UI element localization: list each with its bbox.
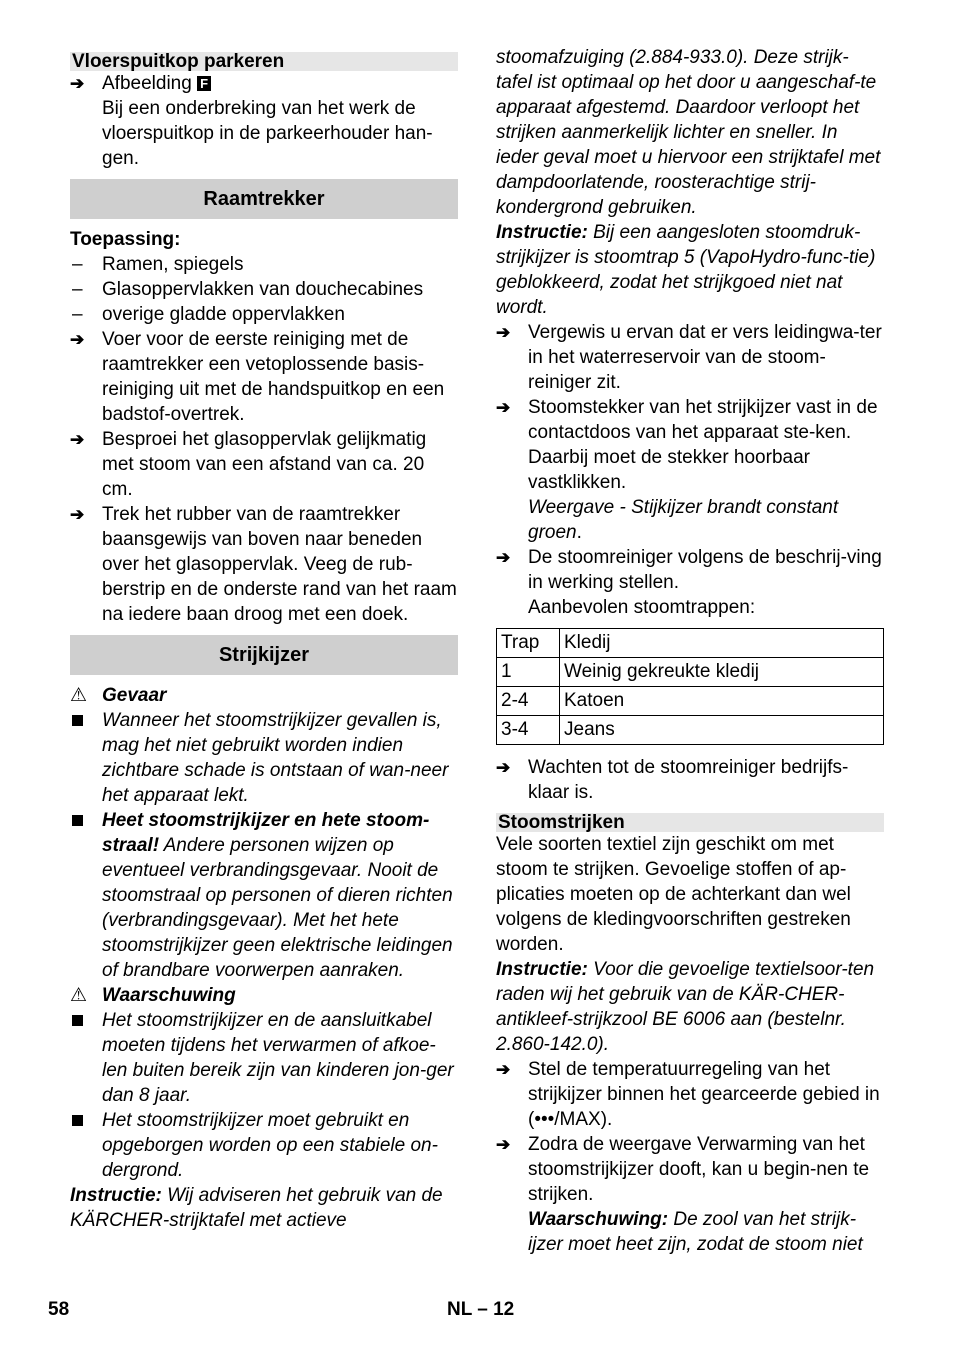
instruction-note: Instructie: Wij adviseren het gebruik van de KÄRCHER-strijktafel met actieve bbox=[70, 1185, 443, 1231]
instruction-step: ➔ Zodra de weergave Verwarming van het stoomstrijkijzer dooft, kan u begin-nen te strijken. bbox=[496, 1134, 870, 1205]
table-row bbox=[497, 687, 884, 716]
danger-item: Wanneer het stoomstrijkijzer gevallen is, mag het niet gebruikt worden indien zichtbare schade is ontstaan of wan-neer het apparaat lekt. bbox=[70, 708, 458, 808]
arrow-right-icon: ➔ bbox=[496, 548, 511, 567]
right-column bbox=[496, 45, 884, 1257]
figure-letter-badge: F bbox=[197, 76, 211, 91]
table-cell: 1 bbox=[497, 658, 560, 687]
dash-bullet: – bbox=[72, 279, 83, 300]
danger-heading: ⚠ Gevaar bbox=[70, 685, 167, 706]
warning-note: Waarschuwing: De zool van het strijk-ijzer moet heet zijn, zodat de stoom niet bbox=[528, 1209, 863, 1255]
danger-item: Heet stoomstrijkijzer en hete stoom-straal! Andere personen wijzen op eventueel verbrandingsgevaar. Nooit de stoomstraal op personen of dieren richten (verbrandingsgevaar). Met het hete stoomstrijkijzer geen elektrische leidingen of brandbare voorwerpen aanraken. bbox=[70, 808, 458, 983]
square-bullet-icon bbox=[70, 808, 100, 833]
warning-triangle-icon: ⚠ bbox=[70, 985, 88, 1006]
arrow-right-icon: ➔ bbox=[496, 758, 511, 777]
arrow-right-icon: ➔ bbox=[496, 1060, 511, 1079]
warning-item: Het stoomstrijkijzer en de aansluitkabel moeten tijdens het verwarmen of afkoe-len buiten bereik zijn van kinderen jon-ger dan 8 jaar. bbox=[70, 1008, 458, 1108]
step-note: Aanbevolen stoomtrappen: bbox=[528, 597, 756, 618]
instruction-step: ➔ Besproei het glasoppervlak gelijkmatig met stoom van een afstand van ca. 20 cm. bbox=[70, 429, 427, 500]
figure-reference: ➔ Afbeelding F bbox=[70, 71, 458, 96]
table-header-cell: Trap bbox=[497, 629, 560, 658]
table-header-row bbox=[497, 629, 884, 658]
step-note: Weergave - Stijkijzer brandt constant groen. bbox=[528, 497, 839, 543]
arrow-right-icon: ➔ bbox=[70, 330, 85, 349]
instruction-note: Instructie: Voor die gevoelige textielsoor-ten raden wij het gebruik van de KÄR-CHER-antikleef-strijkzool BE 6006 aan (bestelnr. 2.860-142.0). bbox=[496, 959, 875, 1055]
table-cell: Katoen bbox=[560, 687, 884, 716]
warning-item: Het stoomstrijkijzer moet gebruikt en opgeborgen worden op een stabiele on-dergrond. bbox=[70, 1108, 458, 1183]
arrow-right-icon: ➔ bbox=[70, 74, 85, 93]
floor-nozzle-text: Bij een onderbreking van het werk de vloerspuitkop in de parkeerhouder han-gen. bbox=[102, 98, 433, 169]
dash-bullet: – bbox=[72, 254, 83, 275]
continued-text: stoomafzuiging (2.884-933.0). Deze strijk-tafel ist optimaal op het door u aangeschaf-te apparaat afgestemd. Daardoor verloopt het strijken aanmerkelijk lichter en sneller. In ieder geval moet u hiervoor een strijktafel met dampdoorlatende, roosterachtige strij-kondergrond gebruiken. bbox=[496, 47, 881, 218]
arrow-right-icon: ➔ bbox=[70, 505, 85, 524]
application-label: Toepassing: bbox=[70, 229, 181, 250]
table-cell: Weinig gekreukte kledij bbox=[560, 658, 884, 687]
instruction-step: ➔ Voer voor de eerste reiniging met de raamtrekker een vetoplossende basis-reiniging uit met de handspuitkop en een badstof-overtrek. bbox=[70, 329, 445, 425]
arrow-right-icon: ➔ bbox=[70, 430, 85, 449]
steam-ironing-text: Vele soorten textiel zijn geschikt om met stoom te strijken. Gevoelige stoffen of ap-plicaties moeten op de achterkant dan wel volgens de kledingvoorschriften gestreken worden. bbox=[496, 834, 851, 955]
arrow-right-icon: ➔ bbox=[496, 1135, 511, 1154]
instruction-step: ➔ Wachten tot de stoomreiniger bedrijfs-klaar is. bbox=[496, 757, 849, 803]
instruction-note: Instructie: Bij een aangesloten stoomdruk-strijkijzer is stoomtrap 5 (VapoHydro-func-tie) geblokkeerd, zodat het strijkgoed niet nat wordt. bbox=[496, 222, 876, 318]
left-column bbox=[70, 45, 458, 1233]
instruction-step: ➔ De stoomreiniger volgens de beschrij-ving in werking stellen. bbox=[496, 547, 882, 593]
section-page-label: NL – 12 bbox=[447, 1299, 515, 1320]
list-item: – Ramen, spiegels bbox=[72, 254, 244, 275]
list-item: – overige gladde oppervlakken bbox=[72, 304, 345, 325]
dash-bullet: – bbox=[72, 304, 83, 325]
section-title-iron: Strijkijzer bbox=[70, 635, 458, 675]
instruction-step: ➔ Vergewis u ervan dat er vers leidingwa-ter in het waterreservoir van de stoom-reiniger zit. bbox=[496, 322, 882, 393]
square-bullet-icon bbox=[70, 1008, 100, 1033]
table-cell: 2-4 bbox=[497, 687, 560, 716]
square-bullet-icon bbox=[70, 708, 100, 733]
arrow-right-icon: ➔ bbox=[496, 323, 511, 342]
warning-heading: ⚠ Waarschuwing bbox=[70, 985, 236, 1006]
table-row bbox=[497, 716, 884, 745]
steam-level-table bbox=[496, 628, 884, 745]
warning-triangle-icon: ⚠ bbox=[70, 685, 88, 706]
table-cell: 3-4 bbox=[497, 716, 560, 745]
table-header-cell: Kledij bbox=[560, 629, 884, 658]
instruction-step: ➔ Trek het rubber van de raamtrekker baansgewijs van boven naar beneden over het glasoppervlak. Veeg de rub-berstrip en de onderste rand van het raam na iedere baan droog met een doek. bbox=[70, 504, 457, 625]
page-number: 58 bbox=[48, 1299, 70, 1320]
section-title-window-squeegee: Raamtrekker bbox=[70, 179, 458, 219]
arrow-right-icon: ➔ bbox=[496, 398, 511, 417]
square-bullet-icon bbox=[70, 1108, 100, 1133]
instruction-step: ➔ Stel de temperatuurregeling van het strijkijzer binnen het gearceerde gebied in (•••/MAX). bbox=[496, 1059, 880, 1130]
section-title-steam-ironing: Stoomstrijken bbox=[496, 813, 884, 832]
instruction-step: ➔ Stoomstekker van het strijkijzer vast in de contactdoos van het apparaat ste-ken. Daarbij moet de stekker hoorbaar vastklikken. bbox=[496, 397, 878, 493]
table-row bbox=[497, 658, 884, 687]
section-title-floor-nozzle-parking: Vloerspuitkop parkeren bbox=[70, 52, 458, 71]
list-item: – Glasoppervlakken van douchecabines bbox=[72, 279, 424, 300]
table-cell: Jeans bbox=[560, 716, 884, 745]
